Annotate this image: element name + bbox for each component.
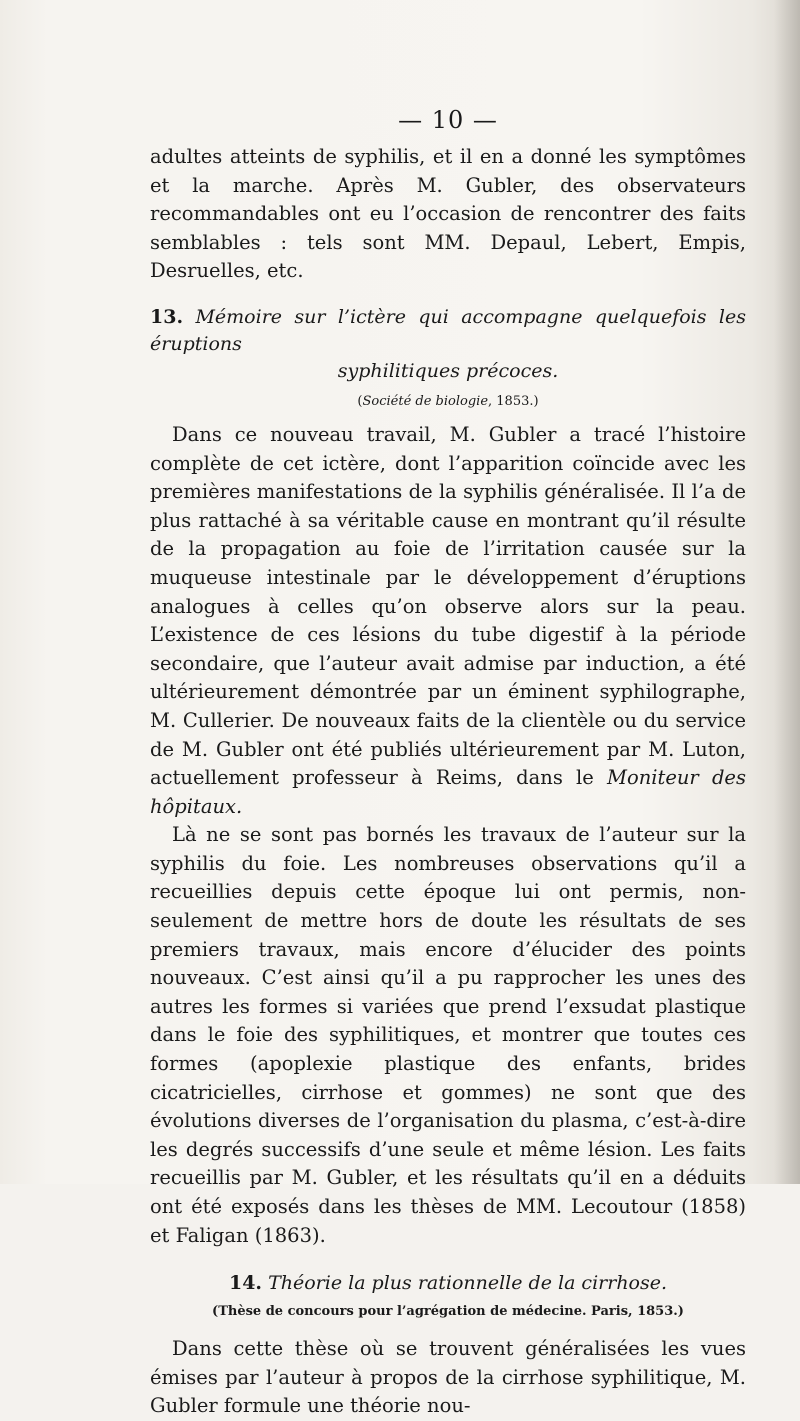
paragraph-1: adultes atteints de syphilis, et il en a donné les symptômes et la marche. Après M. Gubler, des observateurs recommandables ont eu l’occasion de rencontrer des faits semblables : tels sont MM. Depaul, Lebert, Empis, Desruelles, etc. (150, 145, 746, 283)
source-venue: Société de biologie (362, 393, 489, 409)
page-content (150, 103, 746, 1421)
section-13-heading (150, 304, 746, 385)
paragraph-2-italic: Moniteur des hôpitaux. (150, 766, 746, 818)
section-14-title: Théorie la plus rationnelle de la cirrhose. (268, 1272, 668, 1295)
paragraph-4: Dans cette thèse où se trouvent généralisées les vues émises par l’auteur à propos de la cirrhose syphilitique, M. Gubler formule une théorie nou- (150, 1337, 746, 1418)
paragraph-3: Là ne se sont pas bornés les travaux de l’auteur sur la syphilis du foie. Les nombreuses observations qu’il a recueillies depuis cette époque lui ont permis, non-seulement de mettre hors de doute les résultats de ses premiers travaux, mais encore d’élucider des points nouveaux. C’est ainsi qu’il a pu rapprocher les unes des autres les formes si variées que prend l’exsudat plastique dans le foie des syphilitiques, et montrer que toutes ces formes (apoplexie plastique des enfants, brides cicatricielles, cirrhose et gommes) ne sont que des évolutions diverses de l’organisation du plasma, c’est-à-dire les degrés successifs d’une seule et même lésion. Les faits recueillis par M. Gubler, et les résultats qu’il en a déduits ont été exposés dans les thèses de MM. Lecoutour (1858) et Faligan (1863). (150, 823, 746, 1247)
page-edge-shadow (774, 0, 800, 1184)
section-13-title: Mémoire sur l’ictère qui accompagne quelquefois les éruptions (150, 305, 746, 355)
paragraph-2-text: Dans ce nouveau travail, M. Gubler a tracé l’histoire complète de cet ictère, dont l’apparition coïncide avec les premières manifestations de la syphilis généralisée. Il l’a de plus rattaché à sa véritable cause en montrant qu’il résulte de la propagation au foie de l’irritation causée sur la muqueuse intestinale par le développement d’éruptions analogues à celles qu’on observe alors sur la peau. L’existence de ces lésions du tube digestif à la période secondaire, que l’auteur avait admise par induction, a été ultérieurement démontrée par un éminent syphilographe, M. Cullerier. De nouveaux faits de la clientèle ou du service de M. Gubler ont été publiés ultérieurement par M. Luton, actuellement professeur à Reims, dans le (150, 422, 746, 790)
paragraph-2 (150, 421, 746, 821)
section-14-heading (150, 1270, 746, 1297)
section-13-title-line2: syphilitiques précoces. (337, 359, 559, 382)
section-14-source: (Thèse de concours pour l’agrégation de médecine. Paris, 1853.) (212, 1304, 684, 1320)
source-year: , 1853.) (488, 393, 539, 409)
page-number: — 10 — (398, 106, 498, 134)
section-13-title-line1 (150, 304, 746, 358)
section-13-source (150, 391, 746, 413)
source-open-paren: ( (357, 393, 363, 409)
section-14-number: 14. (228, 1272, 263, 1295)
section-13-number: 13. (150, 305, 184, 328)
